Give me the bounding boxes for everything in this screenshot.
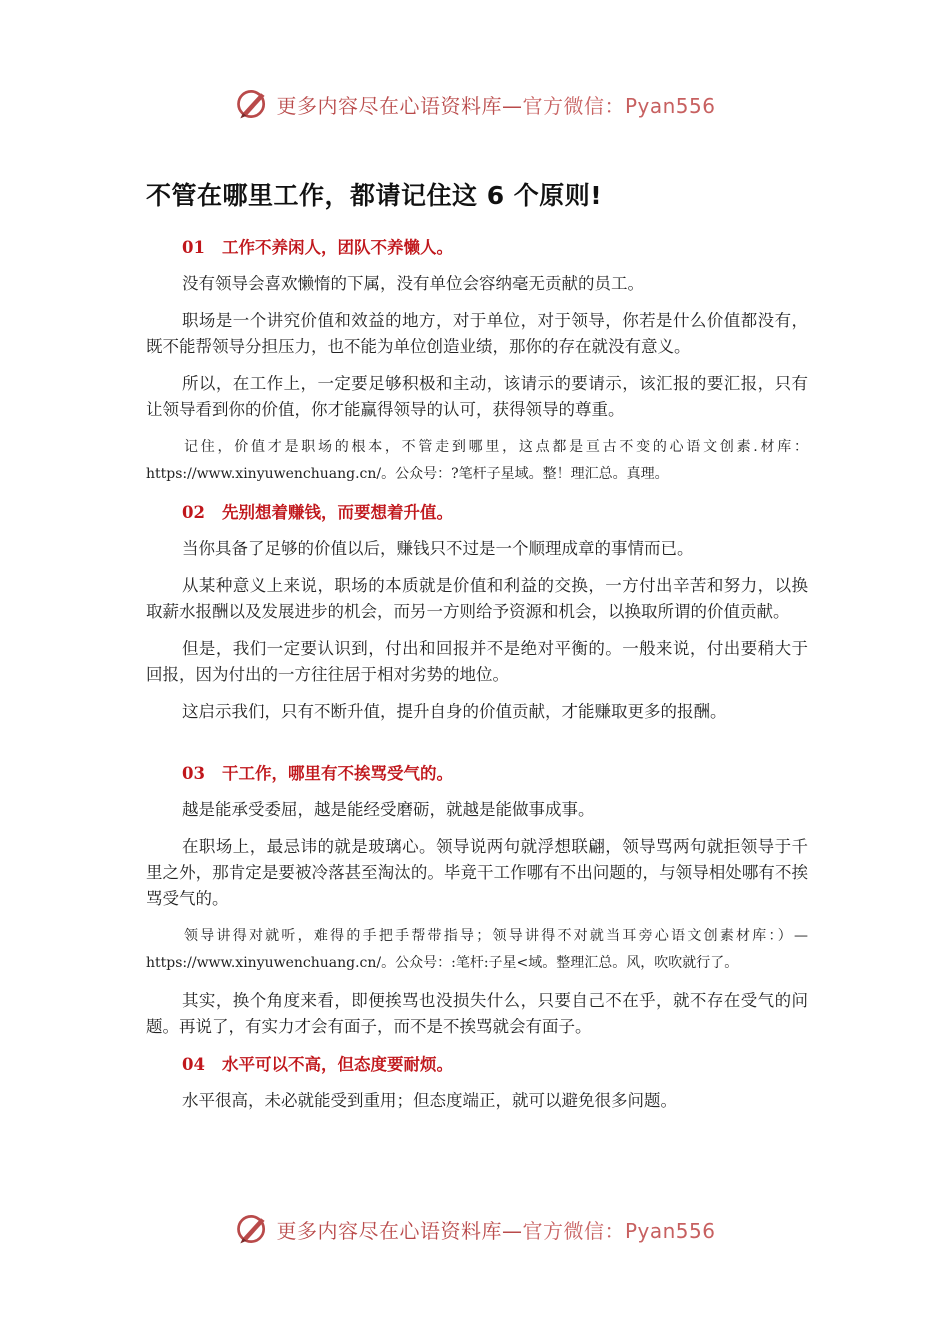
- paragraph: 在职场上，最忌讳的就是玻璃心。领导说两句就浮想联翩，领导骂两句就拒领导于千里之外，那肯定是要被冷落甚至淘汰的。毕竟干工作哪有不出问题的，与领导相处哪有不挨骂受气的。: [146, 837, 808, 908]
- section-heading: 04 水平可以不高，但态度要耐烦。: [182, 1055, 453, 1074]
- watermark-note: 领导讲得对就听，难得的手把手帮带指导；领导讲得不对就当耳旁心语文创素材库：）—https://www.xinyuwenchuang.cn/。公众号：:笔杆:子星<域。整理汇总。风，吹吹就行了。: [146, 928, 808, 971]
- paragraph: 其实，换个角度来看，即便挨骂也没损失什么，只要自己不在乎，就不存在受气的问题。再说了，有实力才会有面子，而不是不挨骂就会有面子。: [146, 991, 808, 1036]
- paragraph: 职场是一个讲究价值和效益的地方，对于单位，对于领导，你若是什么价值都没有，既不能帮领导分担压力，也不能为单位创造业绩，那你的存在就没有意义。: [146, 311, 808, 356]
- section-heading: 02 先别想着赚钱，而要想着升值。: [182, 503, 453, 522]
- paragraph: 这启示我们，只有不断升值，提升自身的价值贡献，才能赚取更多的报酬。: [182, 702, 727, 721]
- pen-logo-icon: [234, 86, 270, 122]
- watermark-note: 记住，价值才是职场的根本，不管走到哪里，这点都是亘古不变的心语文创素.材库：https://www.xinyuwenchuang.cn/。公众号：?笔杆子星域。整！理汇总。真理。: [146, 439, 808, 482]
- paragraph: 但是，我们一定要认识到，付出和回报并不是绝对平衡的。一般来说，付出要稍大于回报，因为付出的一方往往居于相对劣势的地位。: [146, 639, 808, 684]
- section-heading: 01 工作不养闲人，团队不养懒人。: [182, 238, 453, 257]
- paragraph: 当你具备了足够的价值以后，赚钱只不过是一个顺理成章的事情而已。: [182, 539, 694, 558]
- pen-logo-icon: [234, 1211, 270, 1247]
- paragraph: 越是能承受委屈，越是能经受磨砺，就越是能做事成事。: [182, 800, 595, 819]
- section-heading: 03 干工作，哪里有不挨骂受气的。: [182, 764, 453, 783]
- paragraph: 所以，在工作上，一定要足够积极和主动，该请示的要请示，该汇报的要汇报，只有让领导看到你的价值，你才能赢得领导的认可，获得领导的尊重。: [146, 374, 808, 419]
- paragraph: 没有领导会喜欢懒惰的下属，没有单位会容纳毫无贡献的员工。: [182, 274, 644, 293]
- header-banner: [0, 84, 950, 124]
- paragraph: 水平很高，未必就能受到重用；但态度端正，就可以避免很多问题。: [182, 1091, 677, 1110]
- banner-text: 更多内容尽在心语资料库—官方微信：Pyan556: [276, 93, 716, 118]
- footer-banner: [0, 1209, 950, 1249]
- article-title: 不管在哪里工作，都请记住这 6 个原则!: [146, 181, 603, 210]
- banner-text: 更多内容尽在心语资料库—官方微信：Pyan556: [276, 1218, 716, 1243]
- paragraph: 从某种意义上来说，职场的本质就是价值和利益的交换，一方付出辛苦和努力，以换取薪水报酬以及发展进步的机会，而另一方则给予资源和机会，以换取所谓的价值贡献。: [146, 576, 808, 621]
- article: [146, 176, 808, 1125]
